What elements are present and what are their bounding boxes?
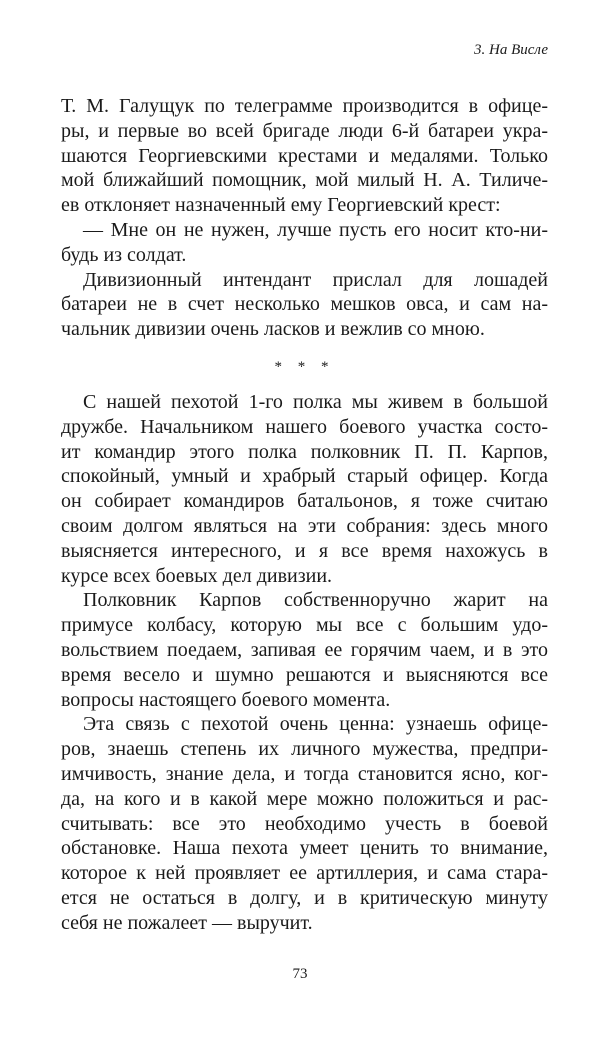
text-line: — Мне он не нужен, лучше пусть его носит кто-ни- [83,218,548,241]
text-line: Эта связь с пехотой очень ценна: узнаешь офице- [83,713,548,736]
text-line: обстановке. Наша пехота умеет ценить то внимание, [61,837,548,860]
paragraphs-after-break [61,390,548,936]
text-line: ров, знаешь степень их личного мужества, предпри- [61,738,548,761]
text-line: да, на кого и в какой мере можно положиться и рас- [61,787,548,810]
text-line: считывать: все это необходимо учесть в боевой [61,812,548,835]
paragraph [61,94,548,218]
paragraphs-before-break [61,94,548,342]
paragraph [61,588,548,712]
paragraph [61,218,548,268]
text-line: выясняется интересного, и я все время нахожусь в [61,539,548,562]
text-line: будь из солдат. [61,243,187,266]
text-line: С нашей пехотой 1-го полка мы живем в большой [83,390,548,413]
paragraph [61,712,548,935]
paragraph [61,390,548,588]
text-line: батареи не в счет несколько мешков овса, и сам на- [61,293,548,316]
text-line: Т. М. Галущук по телеграмме производится в офице- [61,95,548,117]
text-line: которое к ней проявляет ее артиллерия, и сама стара- [61,862,548,885]
text-line: шаются Георгиевскими крестами и медалями. Только [61,144,548,167]
text-line: вопросы настоящего боевого момента. [61,688,391,711]
text-line: примусе колбасу, которую мы все с большим удо- [61,614,548,637]
text-line: Дивизионный интендант прислал для лошадей [83,268,548,291]
text-line: имчивость, знание дела, и тогда становится ясно, ког- [61,762,548,785]
text-line: своим долгом являться на эти собрания: здесь много [61,514,548,537]
paragraph [61,268,548,342]
text-line: он собирает командиров батальонов, я тоже считаю [61,490,548,513]
text-line: мой ближайший помощник, мой милый Н. А. Тиличе- [61,169,548,192]
text-line: Полковник Карпов собственноручно жарит на [83,589,548,612]
text-line: ев отклоняет назначенный ему Георгиевский крест: [61,194,501,217]
text-line: ры, и первые во всей бригаде люди 6-й батареи укра- [61,119,548,142]
text-line: вольствием поедаем, запивая ее горячим чаем, и в это [61,638,548,661]
text-line: спокойный, умный и храбрый старый офицер. Когда [61,465,548,488]
text-line: курсе всех боевых дел дивизии. [61,564,333,587]
text-line: ит командир этого полка полковник П. П. Карпов, [61,440,548,463]
text-line: дружбе. Начальником нашего боевого участка состо- [61,415,548,438]
text-line: чальник дивизии очень ласков и вежлив со мною. [61,318,485,341]
section-break: * * * [274,358,335,375]
running-head: 3. На Висле [474,42,548,58]
text-line: себя не пожалеет — выручит. [61,911,313,934]
body-text [61,94,548,936]
page-number: 73 [292,966,308,982]
text-line: время весело и шумно решаются и выясняются все [61,663,548,686]
text-line: ется не остаться в долгу, и в критическую минуту [61,886,548,909]
